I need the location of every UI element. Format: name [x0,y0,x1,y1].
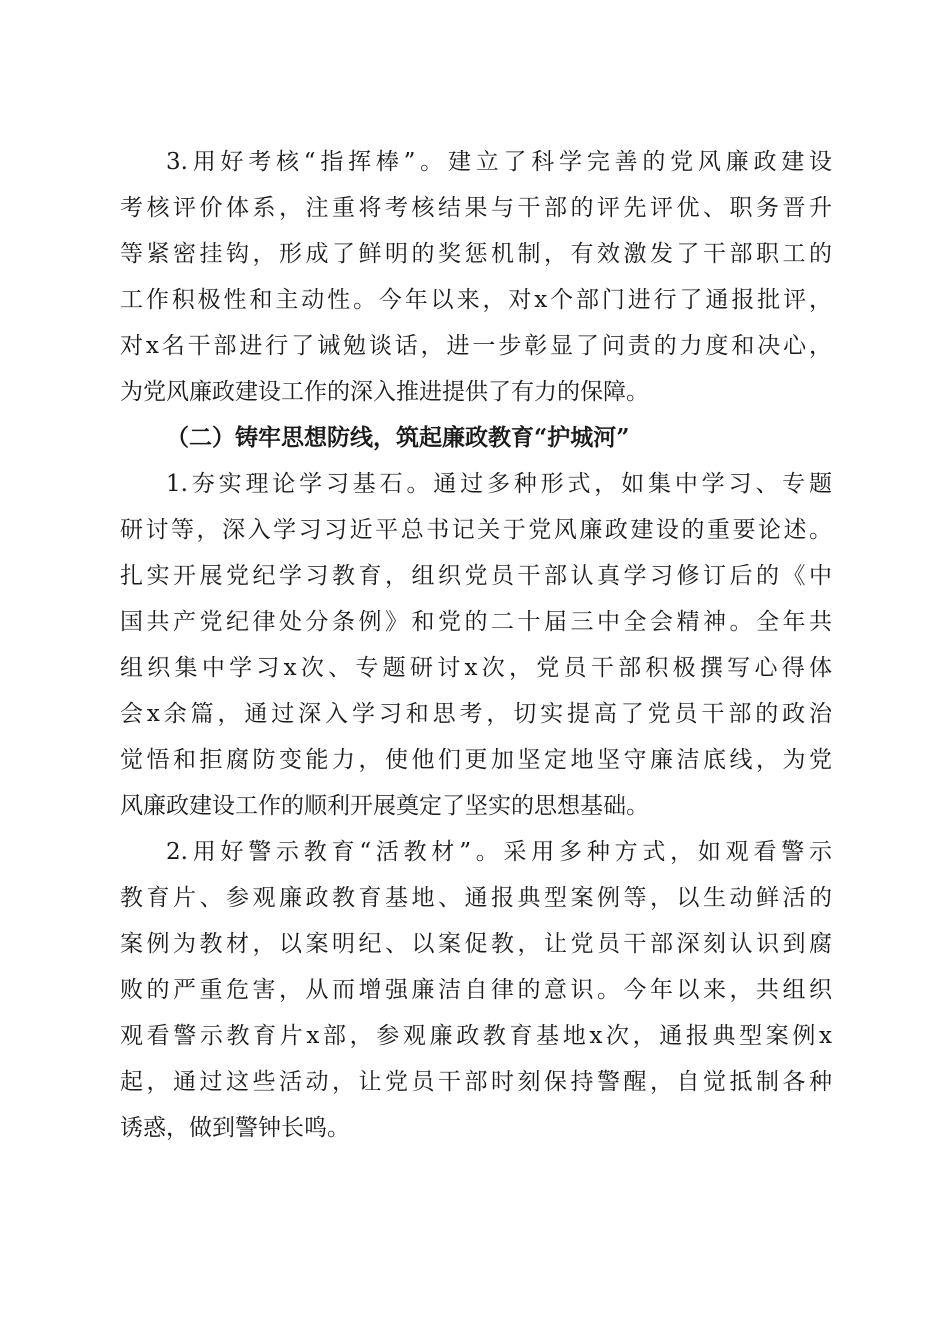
paragraph-line: 3.用好考核“指挥棒”。建立了科学完善的党风廉政建设 [166,149,832,175]
paragraph-line: 国共产党纪律处分条例》和党的二十届三中全会精神。全年共 [120,609,832,635]
paragraph-line: 研讨等，深入学习习近平总书记关于党风廉政建设的重要论述。 [120,517,832,543]
paragraph-line: 教育片、参观廉政教育基地、通报典型案例等，以生动鲜活的 [120,885,832,911]
paragraph-line: 对x名干部进行了诫勉谈话，进一步彰显了问责的力度和决心， [120,333,832,359]
paragraph-line: 2.用好警示教育“活教材”。采用多种方式，如观看警示 [166,839,832,865]
paragraph-line: 观看警示教育片x部，参观廉政教育基地x次，通报典型案例x [120,1023,832,1049]
paragraph-line: 诱惑，做到警钟长鸣。 [120,1115,350,1141]
paragraph-line: 1.夯实理论学习基石。通过多种形式，如集中学习、专题 [166,471,832,497]
paragraph-line: 工作积极性和主动性。今年以来，对x个部门进行了通报批评， [120,287,832,313]
section-heading: （二）铸牢思想防线，筑起廉政教育“护城河” [166,424,630,451]
paragraph-line: 考核评价体系，注重将考核结果与干部的评先评优、职务晋升 [120,195,832,221]
paragraph-line: 会x余篇，通过深入学习和思考，切实提高了党员干部的政治 [120,701,832,727]
paragraph-line: 扎实开展党纪学习教育，组织党员干部认真学习修订后的《中 [120,563,832,589]
paragraph-line: 案例为教材，以案明纪、以案促教，让党员干部深刻认识到腐 [120,931,832,957]
paragraph-line: 起，通过这些活动，让党员干部时刻保持警醒，自觉抵制各种 [120,1069,832,1095]
paragraph-line: 为党风廉政建设工作的深入推进提供了有力的保障。 [120,379,649,405]
paragraph-line: 觉悟和拒腐防变能力，使他们更加坚定地坚守廉洁底线，为党 [120,747,832,773]
paragraph-line: 等紧密挂钩，形成了鲜明的奖惩机制，有效激发了干部职工的 [120,241,832,267]
paragraph-line: 组织集中学习x次、专题研讨x次，党员干部积极撰写心得体 [120,655,832,681]
paragraph-line: 败的严重危害，从而增强廉洁自律的意识。今年以来，共组织 [120,977,832,1003]
paragraph-line: 风廉政建设工作的顺利开展奠定了坚实的思想基础。 [120,793,649,819]
